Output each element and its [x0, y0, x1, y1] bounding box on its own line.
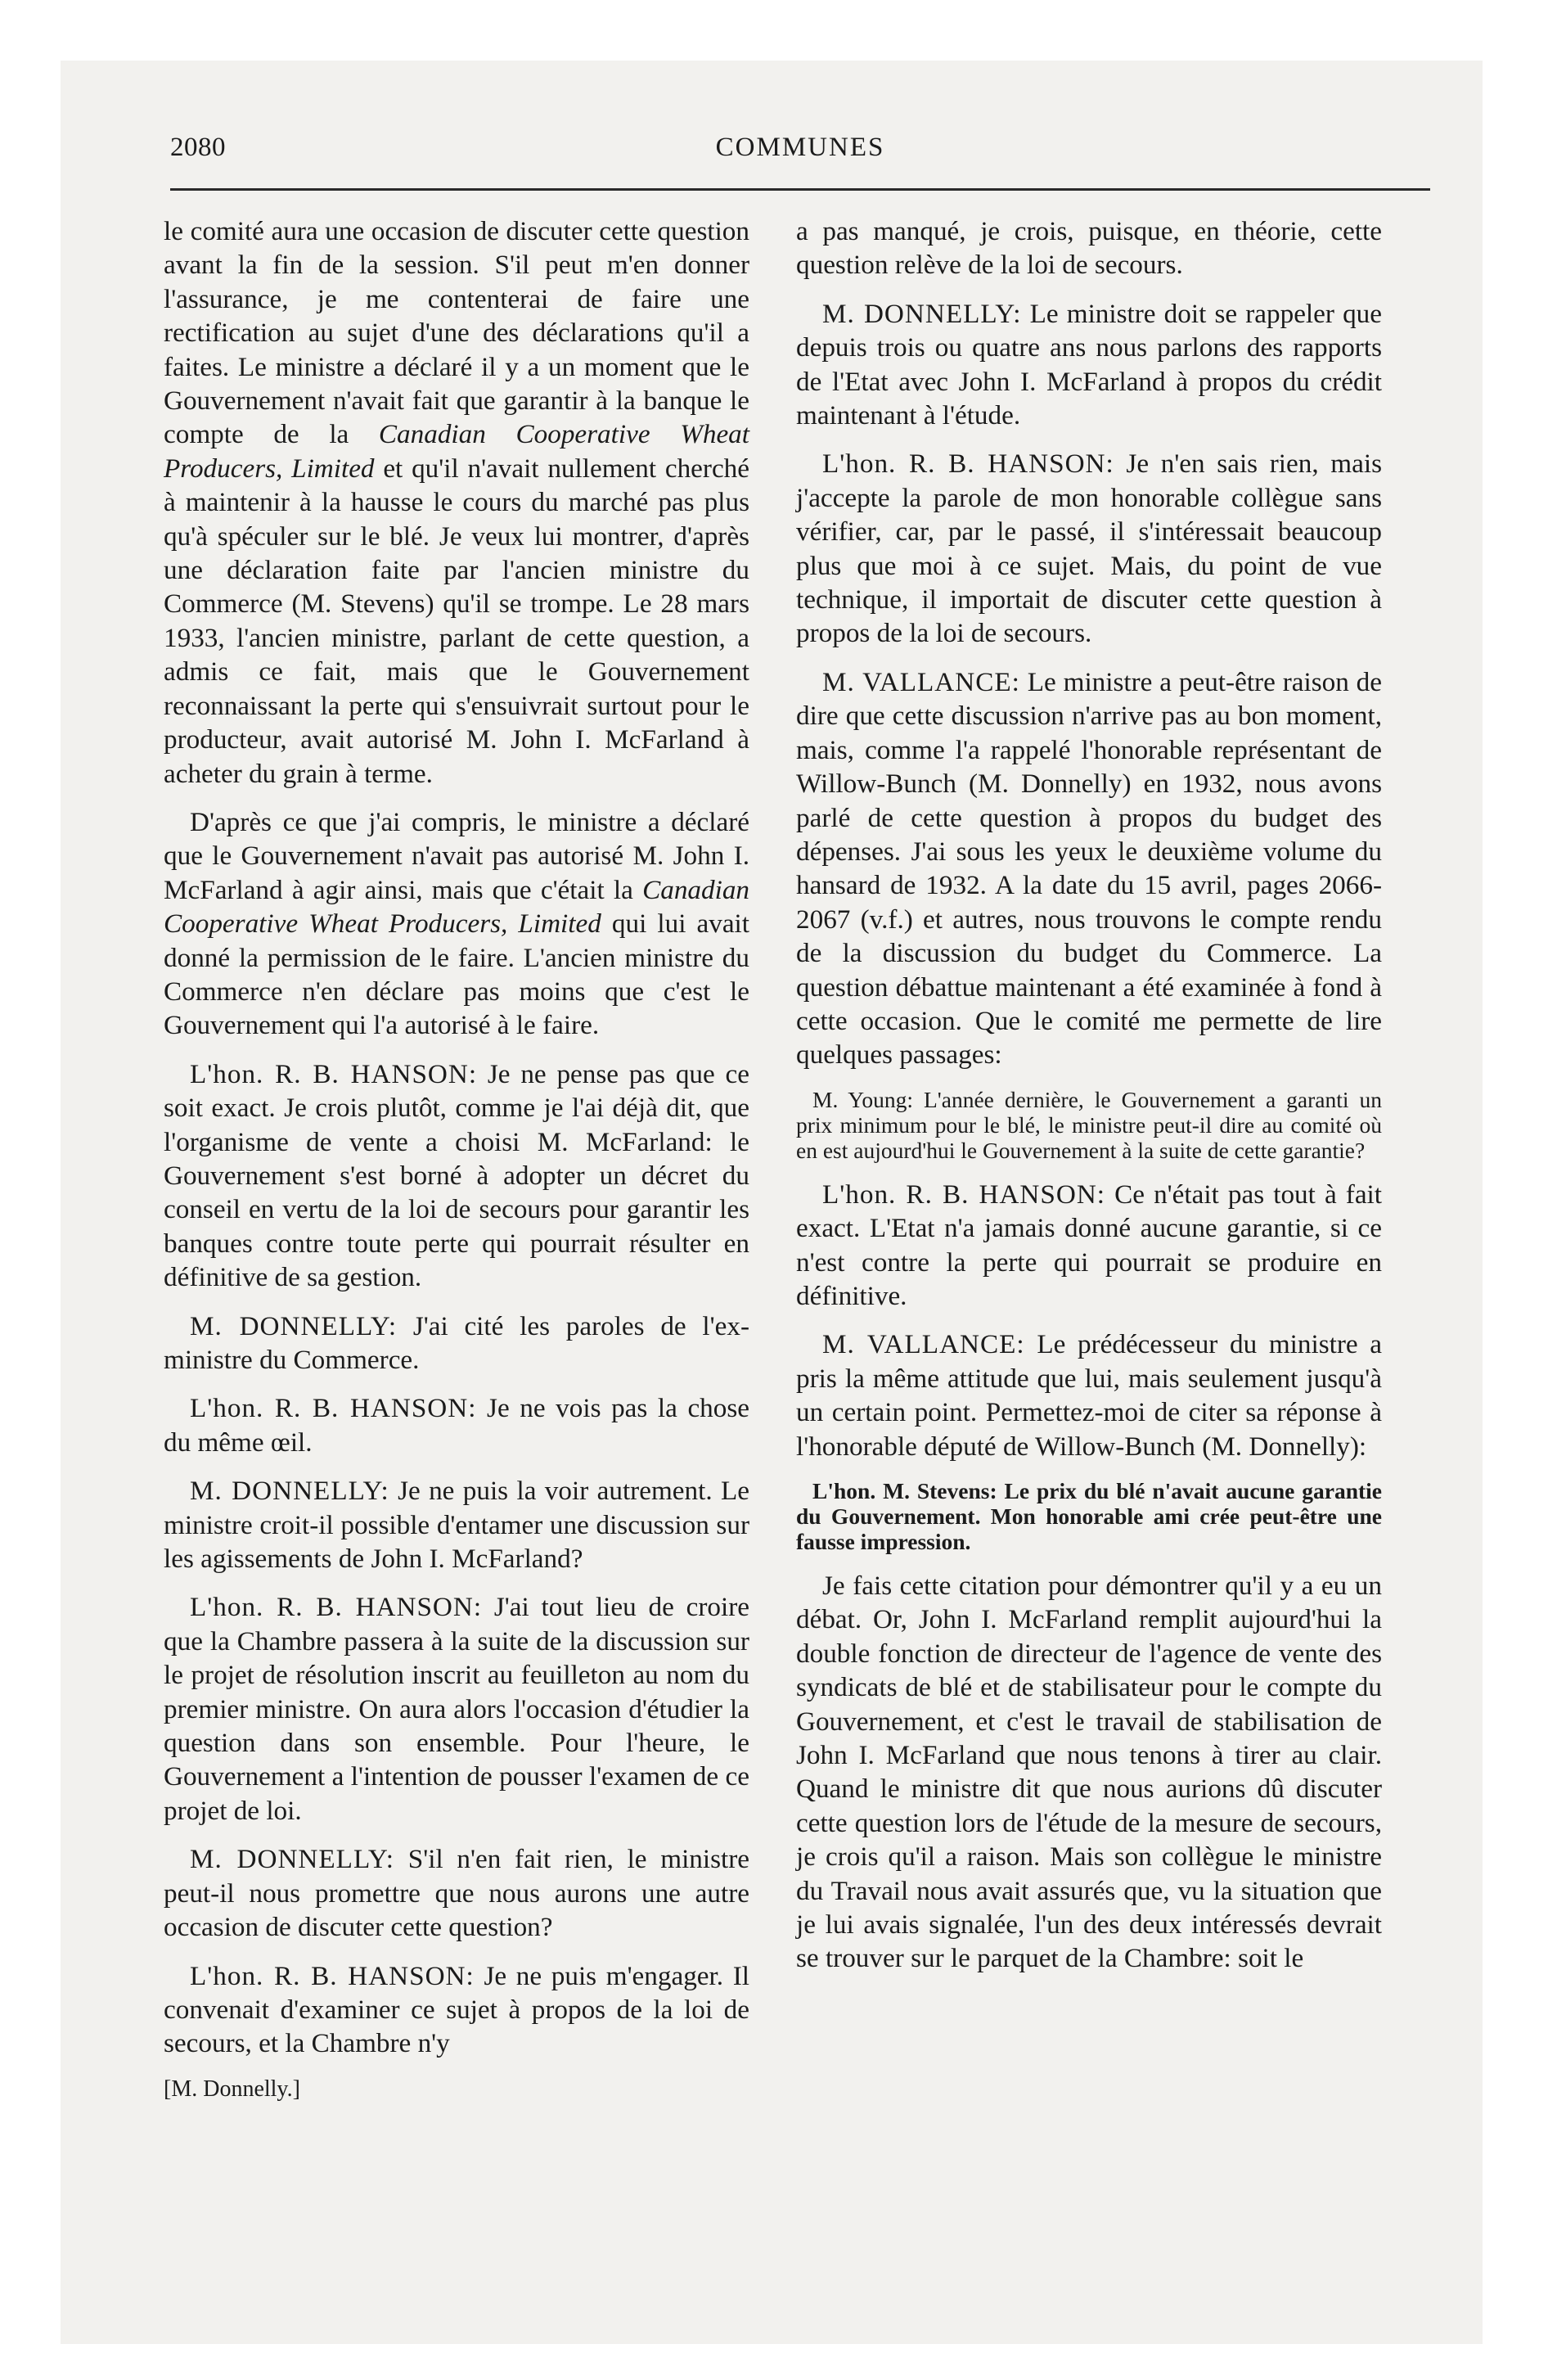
page-header — [170, 131, 1430, 180]
speaker-name: L'hon. R. B. HANSON: — [822, 449, 1114, 480]
speaker-name: L'hon. R. B. HANSON: — [822, 1179, 1106, 1210]
speech-paragraph — [796, 297, 1382, 433]
speech-text: Le ministre doit se rappeler que depuis trois ou quatre ans nous parlons des rapports de l'Etat avec John I. McFarland à propos du crédit maintenant à l'étude. — [796, 298, 1382, 431]
speaker-name: M. DONNELLY: — [190, 1476, 389, 1507]
speech-paragraph — [164, 1309, 749, 1377]
speaker-name: L'hon. R. B. HANSON: — [190, 1393, 477, 1424]
speech-paragraph — [796, 447, 1382, 650]
speech-text: S'il n'en fait rien, le ministre peut-il nous promettre que nous aurons une autre occasion de discuter cette question? — [164, 1844, 750, 1943]
speech-text: J'ai cité les paroles de l'ex-ministre du Commerce. — [164, 1310, 749, 1375]
paragraph-text: le comité aura une occasion de discuter cette question avant la fin de la session. S'il peut m'en donner l'assurance, je me contenterai de faire une rectification au sujet d'une des déclarations qu'il a faites. Le ministre a déclaré il y a un moment que le Gouvernement n'avait fait que garantir à la banque le compte de la — [164, 216, 749, 450]
speaker-name: L'hon. R. B. HANSON: — [190, 1058, 478, 1089]
paragraph-text: a pas manqué, je crois, puisque, en théorie, cette question relève de la loi de secours. — [796, 216, 1382, 281]
speaker-name: M. DONNELLY: — [190, 1844, 395, 1875]
emphasis-text: Canadian Cooperative Wheat Producers, Limited — [164, 874, 750, 940]
speech-text: Je ne puis m'engager. Il convenait d'examiner ce sujet à propos de la loi de secours, et la Chambre n'y — [164, 1960, 749, 2059]
block-quote: L'hon. M. Stevens: Le prix du blé n'avait aucune garantie du Gouvernement. Mon honorable ami crée peut-être une fausse impression. — [796, 1478, 1382, 1554]
speaker-name: M. VALLANCE: — [822, 1329, 1025, 1360]
speaker-footer-note: [M. Donnelly.] — [164, 2076, 300, 2102]
block-quote: M. Young: L'année dernière, le Gouvernement a garanti un prix minimum pour le blé, le ministre peut-il dire au comité où en est aujourd'hui le Gouvernement à la suite de cette garantie? — [796, 1086, 1382, 1163]
speech-paragraph — [164, 1842, 749, 1944]
paragraph-text: et qu'il n'avait nullement cherché à maintenir à la hausse le cours du marché pas plus qu'à spéculer sur le blé. Je veux lui montrer, d'après une déclaration faite par l'ancien ministre du Commerce (M. Stevens) qu'il se trompe. Le 28 mars 1933, l'ancien ministre, parlant de cette question, a admis ce fait, mais que le Gouvernement reconnaissant la perte qui s'ensuivrait surtout pour le producteur, avait autorisé M. John I. McFarland à acheter du grain à terme. — [164, 453, 749, 789]
speech-paragraph — [796, 1178, 1382, 1314]
speech-paragraph — [164, 1474, 749, 1575]
paragraph — [796, 214, 1382, 282]
running-head: COMMUNES — [715, 133, 885, 162]
paragraph-text: Je fais cette citation pour démontrer qu'il y a eu un débat. Or, John I. McFarland remplit aujourd'hui la double fonction de directeur de l'agence de vente des syndicats de blé et de stabilisateur pour le compte du Gouvernement, et c'est le travail de stabilisation de John I. McFarland que nous tenons à tirer au clair. Quand le ministre dit que nous aurions dû discuter cette question lors de l'étude de la mesure de secours, je crois qu'il a raison. Mais son collègue le ministre du Travail nous avait assurés que, vu la situation que je lui avais signalée, l'un des deux intéressés devrait se trouver sur le parquet de la Chambre: soit le — [796, 1571, 1382, 1974]
paragraph — [796, 1569, 1382, 1976]
paragraph — [164, 805, 749, 1043]
speech-paragraph — [164, 1959, 749, 2061]
speech-text: Le ministre a peut-être raison de dire que cette discussion n'arrive pas au bon moment, mais, comme l'a rappelé l'honorable représentant de Willow-Bunch (M. Donnelly) en 1932, nous avons parlé de cette question à propos du budget des dépenses. J'ai sous les yeux le deuxième volume du hansard de 1932. A la date du 15 avril, pages 2066-2067 (v.f.) et autres, nous trouvons le compte rendu de la discussion du budget du Commerce. La question débattue maintenant a été examinée à fond à cette occasion. Que le comité me permette de lire quelques passages: — [796, 666, 1383, 1071]
paragraph — [164, 214, 749, 791]
speech-text: Je n'en sais rien, mais j'accepte la parole de mon honorable collègue sans vérifier, car, par le passé, il s'intéressait beaucoup plus que moi à ce sujet. Mais, du point de vue technique, il importait de discuter cette question à propos de la loi de secours. — [796, 449, 1382, 649]
speech-text: Je ne pense pas que ce soit exact. Je crois plutôt, comme je l'ai déjà dit, que l'organisme de vente a choisi M. McFarland: le Gouvernement s'est borné à adopter un décret du conseil en vertu de la loi de secours pour garantir les banques contre toute perte qui pourrait résulter en définitive de sa gestion. — [164, 1058, 749, 1293]
speech-text: Je ne vois pas la chose du même œil. — [164, 1393, 750, 1458]
left-column — [164, 214, 749, 2118]
speaker-name: M. DONNELLY: — [190, 1310, 398, 1341]
speech-paragraph — [164, 1590, 749, 1828]
speech-text: Ce n'était pas tout à fait exact. L'Etat n'a jamais donné aucune garantie, si ce n'est contre la perte qui pourrait se produire en définitive. — [796, 1179, 1383, 1311]
speaker-name: L'hon. R. B. HANSON: — [190, 1592, 483, 1623]
emphasis-text: Canadian Cooperative Wheat Producers, Limited — [164, 419, 749, 484]
speaker-name: L'hon. R. B. HANSON: — [190, 1960, 475, 1991]
speech-paragraph — [796, 1327, 1382, 1463]
paragraph-text: qui lui avait donné la permission de le faire. L'ancien ministre du Commerce n'en déclare pas moins que c'est le Gouvernement qui l'a autorisé à le faire. — [164, 908, 749, 1041]
speech-paragraph — [164, 1391, 749, 1459]
speech-text: Le prédécesseur du ministre a pris la même attitude que lui, mais seulement jusqu'à un certain point. Permettez-moi de citer sa réponse à l'honorable député de Willow-Bunch (M. Donnelly): — [796, 1329, 1383, 1462]
speech-paragraph — [164, 1057, 749, 1295]
speech-paragraph — [796, 665, 1382, 1072]
speech-text: Je ne puis la voir autrement. Le ministre croit-il possible d'entamer une discussion sur les agissements de John I. McFarland? — [164, 1476, 749, 1575]
speaker-name: M. VALLANCE: — [822, 666, 1020, 697]
right-column — [796, 214, 1382, 1990]
speaker-name: M. DONNELLY: — [822, 298, 1022, 329]
speech-text: J'ai tout lieu de croire que la Chambre passera à la suite de la discussion sur le projet de résolution inscrit au feuilleton au nom du premier ministre. On aura alors l'occasion d'étudier la question dans son ensemble. Pour l'heure, le Gouvernement a l'intention de pousser l'examen de ce projet de loi. — [164, 1592, 749, 1826]
header-rule — [170, 188, 1430, 191]
paragraph-text: D'après ce que j'ai compris, le ministre a déclaré que le Gouvernement n'avait pas autorisé M. John I. McFarland à agir ainsi, mais que c'était la — [164, 806, 749, 905]
page-number: 2080 — [170, 133, 226, 162]
